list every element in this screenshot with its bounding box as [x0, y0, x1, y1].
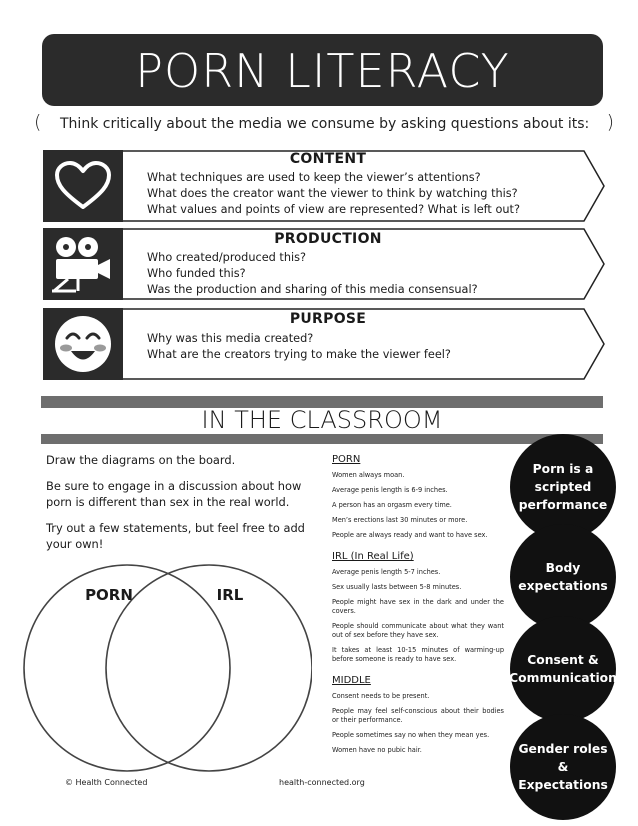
film-camera-icon [48, 235, 118, 293]
venn-label-irl: IRL [216, 586, 244, 604]
content-card [43, 150, 606, 222]
venn-label-porn: PORN [85, 586, 133, 604]
heart-icon [54, 161, 112, 211]
venn-circle-irl [106, 565, 312, 771]
production-questions [147, 250, 478, 298]
list-item: Men’s erections last 30 minutes or more. [332, 516, 468, 524]
list-item: Women always moan. [332, 471, 405, 479]
content-icon-box [43, 150, 123, 222]
list-item: What are the creators trying to make the viewer feel? [147, 348, 451, 361]
production-heading: PRODUCTION [274, 231, 382, 247]
porn-list-title: PORN [332, 454, 361, 465]
list-item: Was the production and sharing of this media consensual? [147, 283, 478, 296]
topic-circle-consent: Consent & Communication [510, 616, 616, 722]
list-item: Who created/produced this? [147, 251, 307, 264]
venn-diagram [22, 556, 312, 782]
production-icon-box [43, 228, 123, 300]
list-item: Who funded this? [147, 267, 246, 280]
topic-circle-body: Body expectations [510, 524, 616, 630]
footer-website: health-connected.org [279, 778, 365, 787]
instruction-text: Draw the diagrams on the board. [46, 453, 236, 467]
list-item: People may feel self-conscious about their bodies or their performance. [332, 707, 504, 724]
content-heading: CONTENT [289, 151, 367, 167]
instruction-text: Be sure to engage in a discussion about how porn is different than sex in the real world. [46, 478, 302, 509]
purpose-heading: PURPOSE [289, 311, 367, 327]
list-item: What does the creator want the viewer to think by watching this? [147, 187, 518, 200]
list-item: Sex usually lasts between 5-8 minutes. [332, 583, 462, 591]
classroom-title: IN THE CLASSROOM [201, 406, 443, 434]
list-item: What values and points of view are represented? What is left out? [147, 203, 520, 216]
list-item: People sometimes say no when they mean yes. [332, 731, 490, 739]
smiley-face-icon [53, 314, 113, 374]
instruction-text: Try out a few statements, but feel free to add your own! [46, 520, 305, 551]
footer-copyright: © Health Connected [65, 778, 148, 787]
close-bracket: ) [606, 111, 614, 133]
irl-list-title: IRL (In Real Life) [332, 551, 414, 562]
list-item: What techniques are used to keep the viewer’s attentions? [147, 171, 481, 184]
statement-lists [332, 454, 504, 761]
list-item: Women have no pubic hair. [332, 746, 422, 754]
list-item: A person has an orgasm every time. [332, 501, 452, 509]
intro-text: Think critically about the media we consume by asking questions about its: [60, 116, 590, 132]
topic-circle-scripted: Porn is a scripted performance [510, 434, 616, 540]
intro-line [34, 111, 614, 134]
purpose-icon-box [43, 308, 123, 380]
list-item: People might have sex in the dark and under the covers. [332, 598, 504, 615]
middle-list-title: MIDDLE [332, 675, 371, 686]
purpose-questions [147, 331, 451, 363]
list-item: Average penis length is 6-9 inches. [332, 486, 448, 494]
production-card [43, 228, 606, 300]
list-item: Consent needs to be present. [332, 692, 430, 700]
section-divider-bottom [41, 434, 603, 444]
list-item: Why was this media created? [147, 332, 314, 345]
classroom-instructions [46, 452, 308, 562]
list-item: People should communicate about what they want out of sex before they have sex. [332, 622, 504, 639]
list-item: Average penis length 5-7 inches. [332, 568, 441, 576]
page-title: PORN LITERACY [42, 34, 603, 106]
list-item: People are always ready and want to have sex. [332, 531, 488, 539]
content-questions [147, 170, 520, 218]
list-item: It takes at least 10-15 minutes of warming-up before someone is ready to have sex. [332, 646, 504, 663]
purpose-card [43, 308, 606, 380]
open-bracket: ( [34, 111, 42, 133]
topic-circle-gender: Gender roles & Expectations [510, 714, 616, 820]
